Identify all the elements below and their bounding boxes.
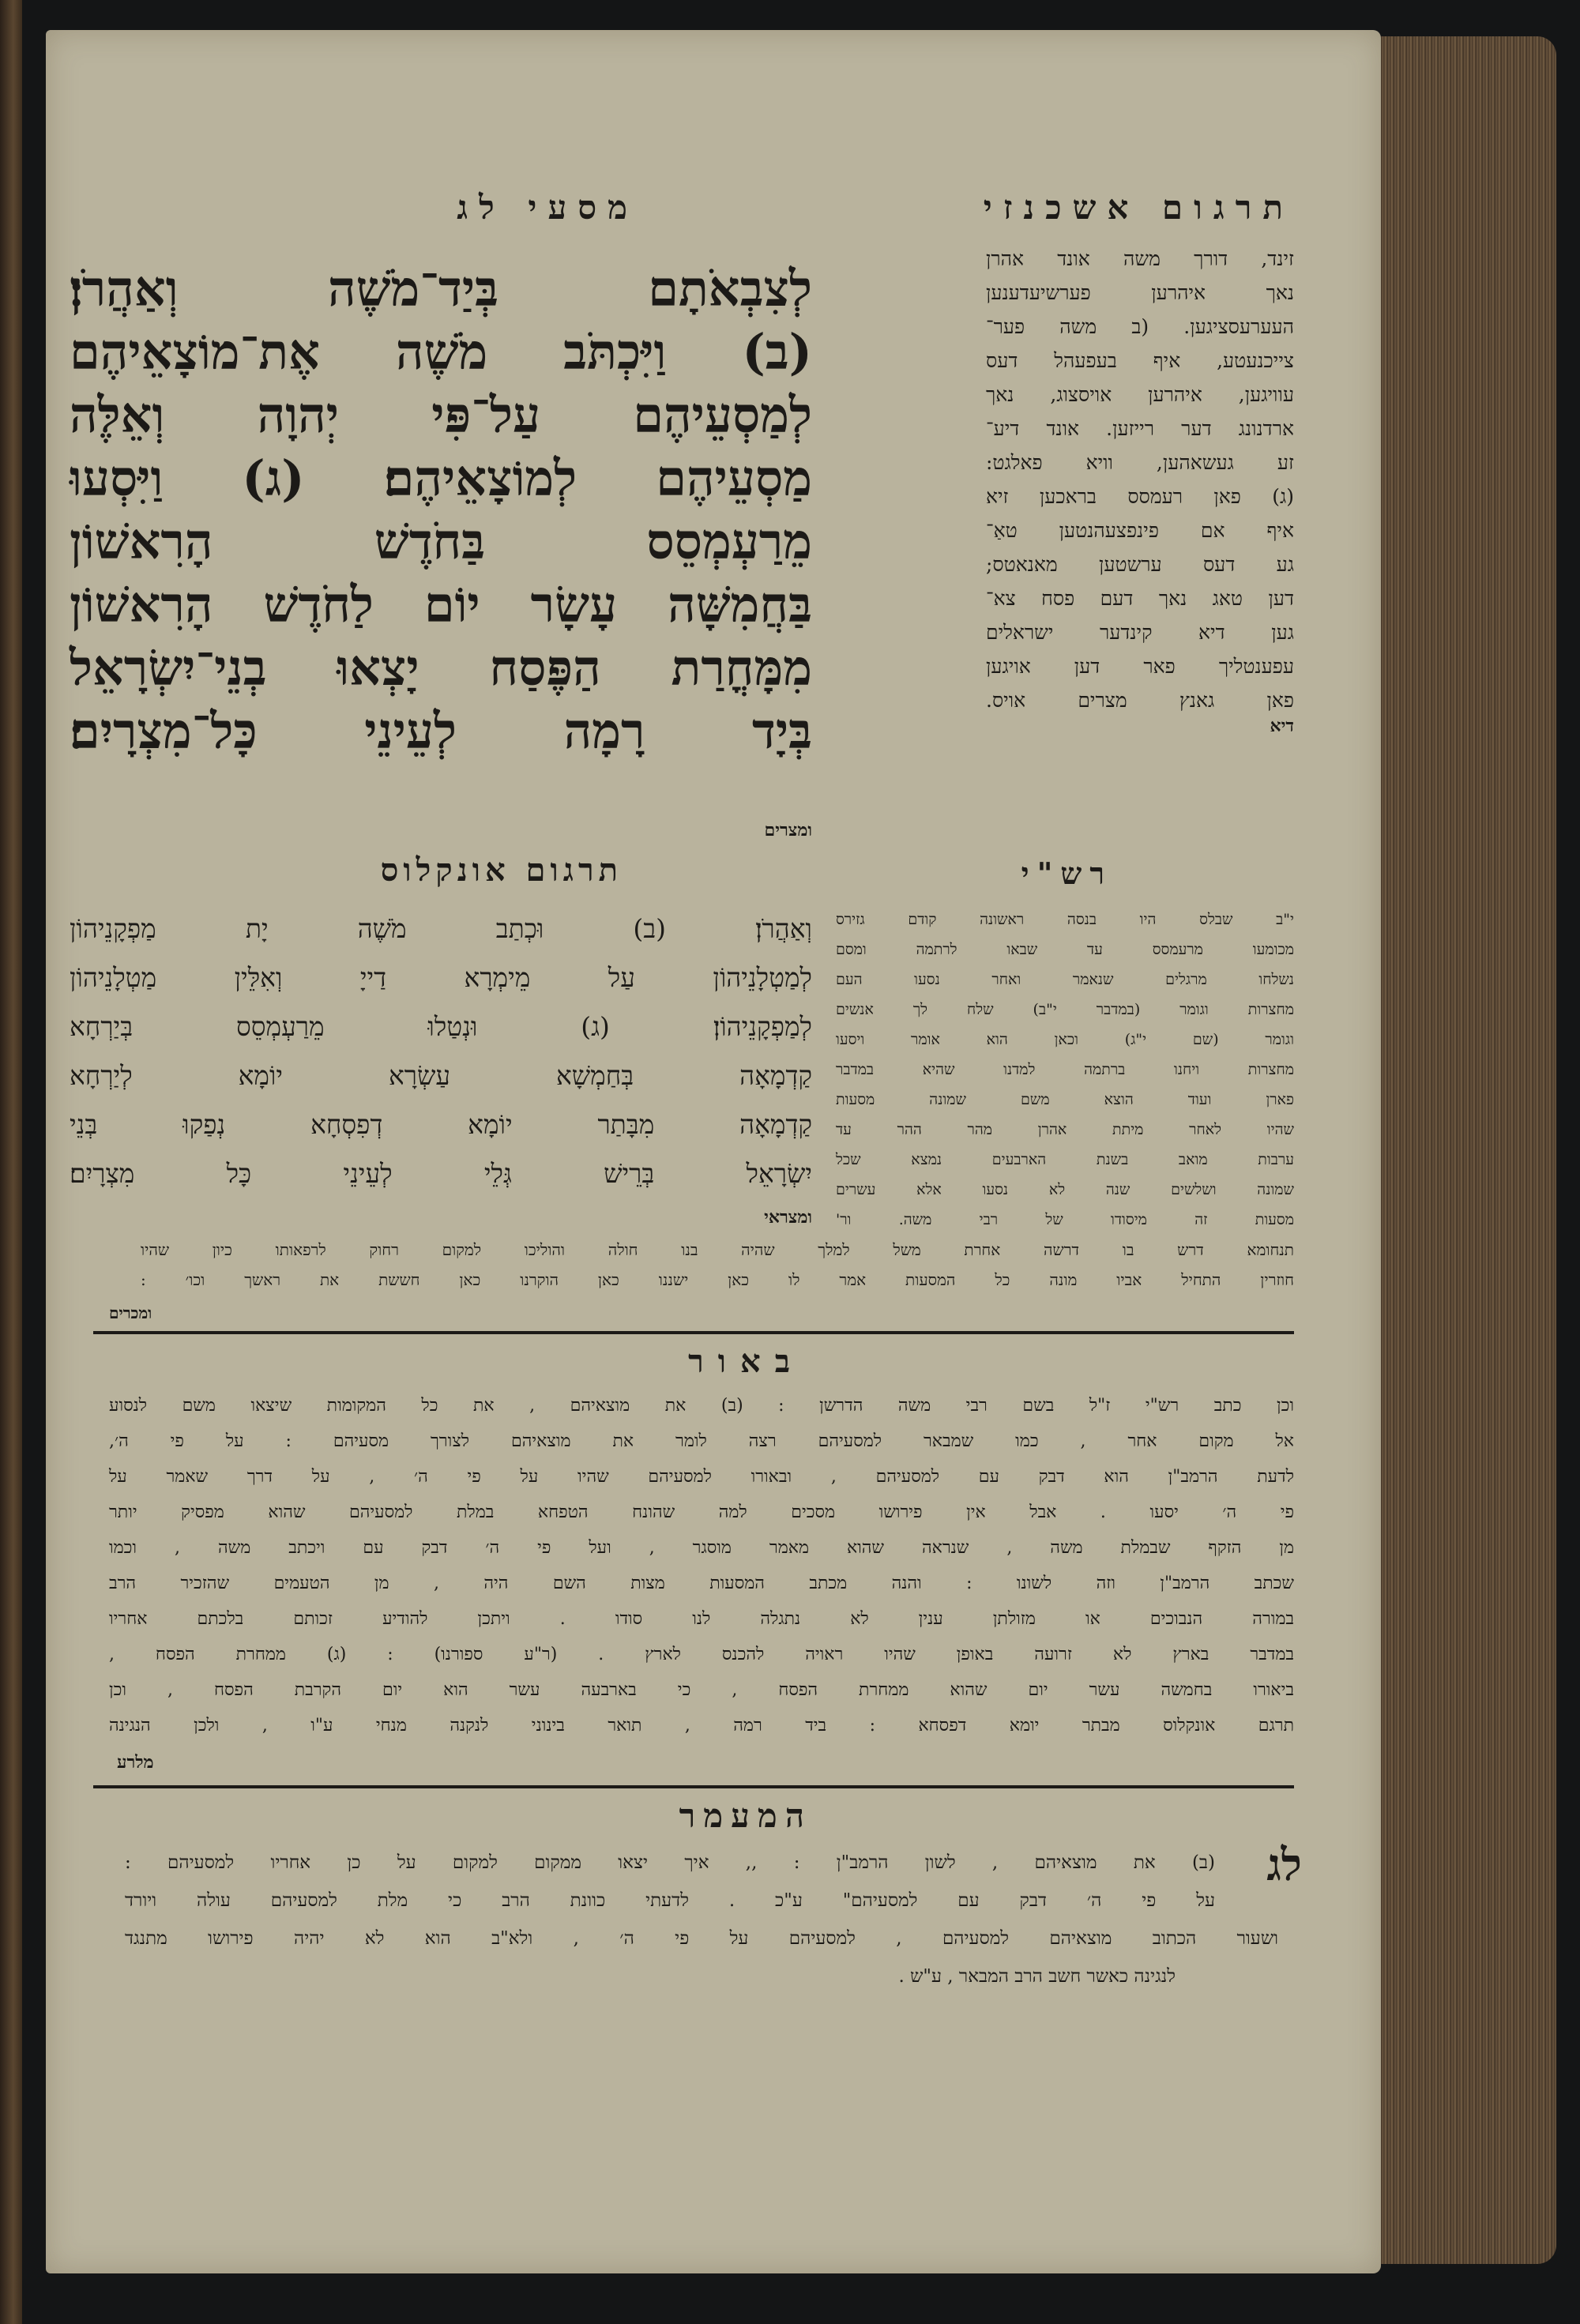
onkelos-line: יִשְׂרָאֵל בְּרֵישׁ גְּלֵי לְעֵינֵי כָּל מִצְרָיִם׃ xyxy=(70,1158,812,1189)
ashkenazi-line: איף אם פינפצעהנטען טאַ־ xyxy=(986,519,1294,542)
torah-catchword: ומצרים xyxy=(764,820,812,840)
rashi-line: מכומעו מרעמסס עד שבאו לרתמה ומסם xyxy=(836,941,1294,958)
torah-line: לְמַסְעֵיהֶם עַל־פִּי יְהוָה וְאֵלֶּה xyxy=(70,386,812,444)
onkelos-line: לְמַפְקָנֵיהוֹן׃ (ג) וּנְטַלוּ מֵרַעְמְסֵס בְּיַרְחָא xyxy=(70,1011,812,1042)
torah-line: מֵרַעְמְסֵס בַּחֹדֶשׁ הָרִאשׁוֹן xyxy=(70,513,812,570)
rashi-line: וגומר (שם י"ג) וכאן הוא אומר ויסעו xyxy=(836,1031,1294,1048)
rashi-catchword: ומכרים xyxy=(109,1303,152,1322)
rashi-line: נשלחו מרגלים שנאמר ואחר נסעו העם xyxy=(836,971,1294,988)
rashi-line: מסעות זה מיסודו של רבי משה. ור' xyxy=(836,1211,1294,1228)
torah-line: מִמָּחֳרַת הַפֶּסַח יָצְאוּ בְנֵי־יִשְׂרָאֵל xyxy=(70,639,812,697)
biur-line: ביאורו בחמשה עשר יום שהוא ממחרת הפסח , כי בארבעה עשר הוא יום הקרבת הפסח , וכן xyxy=(109,1680,1294,1700)
divider-rule xyxy=(93,1785,1294,1788)
ashkenazi-line: עוויגען, איהרען אויסצוג, נאך xyxy=(986,383,1294,406)
torah-line: בְּיָד רָמָה לְעֵינֵי כָּל־מִצְרָיִם׃ xyxy=(70,702,812,760)
torah-line: בַּחֲמִשָּׁה עָשָׂר יוֹם לַחֹדֶשׁ הָרִאשׁוֹן xyxy=(70,576,812,634)
torah-line: מַסְעֵיהֶם לְמוֹצָאֵיהֶם׃ (ג) וַיִּסְעוּ xyxy=(70,449,812,507)
hamaamar-title: המעמר xyxy=(679,1796,812,1835)
hamaamar-line: (ב) את מוצאיהם , לשון הרמב"ן : ,, איך יצאו ממקום למקום על כן אחריו למסעיהם : xyxy=(125,1852,1215,1873)
biur-line: במורה הנבוכים או מזולתן ענין לא נתגלה לנו סודו . ויתכן להודיע זכותם בלכתם אחריו xyxy=(109,1609,1294,1629)
biur-line: וכן כתב רש"י ז"ל בשם רבי משה הדרשן : (ב) את מוצאיהם , את כל המקומות שיצאו משם לנסוע xyxy=(109,1396,1295,1416)
ashkenazi-line: גען דיא קינדער ישראלים xyxy=(986,621,1294,644)
ashkenazi-line: ארדנונג דער רייזען. אונד דיע־ xyxy=(986,417,1294,440)
ashkenazi-line: זינד, דורך משה אונד אהרן xyxy=(986,247,1294,270)
biur-line: תרגם אונקלוס מבתר יומא דפסחא : ביד רמה , תואר בינוני לנקנה מנחי ע"ו , ולכן הנגינה xyxy=(109,1716,1294,1735)
biur-line: במדבר בארץ לא זרועה באופן שהיו ראויה להכנס לארץ . (ר"ע ספורנו) : (ג) ממחרת הפסח , xyxy=(109,1645,1294,1664)
hamaamar-line: על פי ה׳ דבק עם למסעיהם" ע"כ . לדעתי כוונת הרב כי מלת למסעיהם עולה ויורד xyxy=(125,1890,1215,1911)
rashi-line: פארן ועוד הוצא משם שמונה מסעות xyxy=(836,1091,1294,1108)
onkelos-line: קַדְמָאָה מִבָּתַר יוֹמָא דְפִסְחָא נְפַקוּ בְּנֵי xyxy=(70,1109,812,1140)
header-targum-ashkenazi: תרגום אשכנזי xyxy=(983,188,1294,227)
header-parasha-chapter: מסעי לג xyxy=(457,188,638,227)
ashkenazi-line: זע געשאהען, וויא פאלגט: xyxy=(986,451,1294,474)
torah-line: (ב) וַיִּכְתֹּב מֹשֶׁה אֶת־מוֹצָאֵיהֶם xyxy=(70,323,812,381)
book-fore-edge xyxy=(1381,36,1556,2264)
biur-line: שכתב הרמב"ן וזה לשונו : והנה מכתב המסעות מצות השם היה , מן הטעמים שהזכיר הרב xyxy=(109,1574,1294,1593)
hamaamar-line: ושעור הכתוב מוצאיהם למסעיהם , למסעיהם על פי ה׳ , ולא"ב הוא לא יהיה פירושו מתנגד xyxy=(125,1928,1278,1949)
book-page xyxy=(46,30,1381,2273)
rashi-line: שהיו לאחר מיתת אהרן מהר ההר עד xyxy=(836,1121,1294,1138)
torah-line: לְצִבְאֹתָם בְּיַד־מֹשֶׁה וְאַהֲרֹן׃ xyxy=(70,260,812,318)
biur-title: באור xyxy=(688,1343,804,1380)
rashi-title: רש"י xyxy=(1021,856,1112,891)
biur-line: לדעת הרמב"ן הוא דבק עם למסעיהם , ובאורו למסעיהם שהיו על פי ה׳ , על דרך שאמר על xyxy=(109,1467,1294,1487)
ashkenazi-line: פאן גאנץ מצרים אויס. xyxy=(986,689,1294,712)
onkelos-line: וְאַהֲרֹן׃ (ב) וּכְתַב מֹשֶׁה יָת מַפְקָנֵיהוֹן xyxy=(70,913,812,944)
rashi-line: מחצרות ויחנו ברתמה למדנו שהיא במדבר xyxy=(836,1061,1294,1078)
ashkenazi-line: עפענטליך פאר דען אויגען xyxy=(986,655,1294,678)
ashkenazi-line: העערעסציגען. (ב משה פער־ xyxy=(986,315,1294,338)
rashi-line: מחצרות וגומר (במדבר י"ב) שלח לך אנשים xyxy=(836,1001,1294,1018)
biur-line: מן הזקף שבמלת משה , שנראה שהוא מאמר מוסגר , ועל פי ה׳ דבק עם ויכתב משה , וכמו xyxy=(109,1538,1294,1558)
onkelos-title: תרגום אונקלוס xyxy=(380,852,623,889)
biur-catchword: מלרע xyxy=(117,1752,154,1773)
divider-rule xyxy=(93,1331,1294,1334)
biur-line: אל מקום אחר , כמו שמבאר למסעיהם רצה לומר את מוצאיהם לצורך מסעיהם : על פי ה׳, xyxy=(109,1431,1294,1451)
hamaamar-chapter-number: לג xyxy=(1266,1839,1302,1891)
onkelos-catchword: ומצראי xyxy=(764,1207,812,1228)
ashkenazi-catchword: דיא xyxy=(1270,716,1294,736)
rashi-line: ערבות מואב בשנת הארבעים נמצא שכל xyxy=(836,1151,1294,1168)
onkelos-line: לְמַטְלָנֵיהוֹן עַל מֵימְרָא דַייָ וְאִלֵּין מַטְלָנֵיהוֹן xyxy=(70,962,812,993)
ashkenazi-line: גע דעס ערשטען מאנאטס; xyxy=(986,553,1294,576)
ashkenazi-line: נאך איהרען פערשיעדענען xyxy=(986,281,1294,304)
scan-left-edge xyxy=(0,0,22,2324)
ashkenazi-line: צייכנעטע, איף בעפעהל דעס xyxy=(986,349,1294,372)
rashi-wide-line: תנחומא דרש בו דרשה אחרת משל למלך שהיה בנו חולה והוליכו למקום רחוק לרפאותו כיון שהיו xyxy=(141,1240,1294,1259)
biur-line: פי ה׳ יסעו . אבל אין פירושו מסכים למה שהונח הטפחא במלת למסעיהם שהוא מפסיק יותר xyxy=(109,1502,1294,1522)
hamaamar-line: לנגינה כאשר חשב הרב המבאר , ע"ש . xyxy=(898,1966,1176,1987)
rashi-line: שמונה ושלשים שנה לא נסעו אלא עשרים xyxy=(836,1181,1294,1198)
onkelos-line: קַדְמָאָה בְּחַמְשָׁא עַשְׂרָא יוֹמָא לְיַרְחָא xyxy=(70,1060,812,1091)
ashkenazi-line: (ג) פאן רעמסס בראכען זיא xyxy=(986,485,1294,508)
rashi-line: י"ב שבלס היו בנסה ראשונה קודם גזירס xyxy=(836,911,1294,928)
rashi-wide-line: חוזרין התחיל אביו מונה כל המסעות אמר לו כאן ישננו כאן הוקרנו כאן חששת את ראשך וכו׳ : xyxy=(141,1270,1294,1289)
ashkenazi-line: דען טאג נאך דעם פסח צא־ xyxy=(986,587,1294,610)
